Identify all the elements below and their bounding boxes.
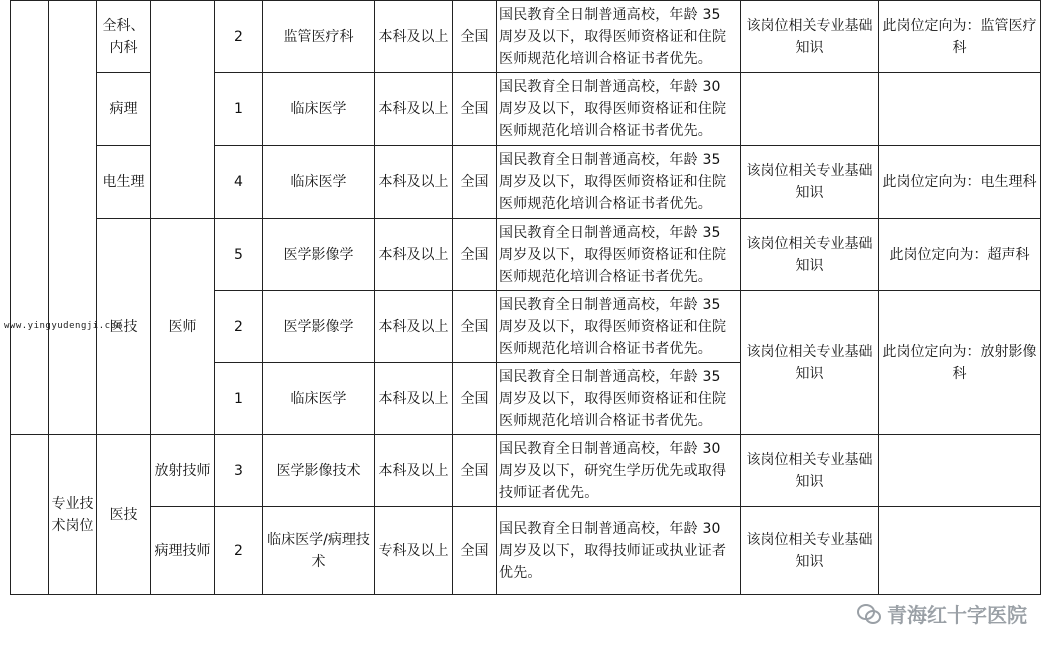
requirement-cell: 国民教育全日制普通高校，年龄 35 周岁及以下，取得医师资格证和住院医师规范化培训合格证书者优先。 [497,291,741,363]
scope-cell: 全国 [453,507,497,595]
table-row [11,507,1041,595]
empty-cell [11,1,49,435]
edu-cell: 本科及以上 [375,219,453,291]
exam-cell: 该岗位相关专业基础知识 [741,435,879,507]
requirement-cell: 国民教育全日制普通高校，年龄 30 周岁及以下，取得医师资格证和住院医师规范化培训合格证书者优先。 [497,73,741,146]
edu-cell: 本科及以上 [375,291,453,363]
major-cell: 监管医疗科 [263,1,375,73]
major-cell: 医学影像学 [263,291,375,363]
scope-cell: 全国 [453,1,497,73]
scope-cell: 全国 [453,363,497,435]
recruitment-table [10,0,1041,595]
count-cell: 4 [215,146,263,219]
major-cell: 医学影像学 [263,219,375,291]
note-cell: 此岗位定向为：监管医疗科 [879,1,1041,73]
major-cell: 临床医学 [263,146,375,219]
scope-cell: 全国 [453,219,497,291]
scope-cell: 全国 [453,146,497,219]
note-cell [879,73,1041,146]
position-cell: 病理技师 [151,507,215,595]
note-cell [879,435,1041,507]
requirement-cell: 国民教育全日制普通高校，年龄 35 周岁及以下，取得医师资格证和住院医师规范化培训合格证书者优先。 [497,363,741,435]
edu-cell: 专科及以上 [375,507,453,595]
note-cell: 此岗位定向为：超声科 [879,219,1041,291]
major-cell: 临床医学/病理技术 [263,507,375,595]
requirement-cell: 国民教育全日制普通高校，年龄 35 周岁及以下，取得医师资格证和住院医师规范化培训合格证书者优先。 [497,219,741,291]
exam-cell [741,73,879,146]
exam-cell: 该岗位相关专业基础知识 [741,1,879,73]
category-cell: 专业技术岗位 [49,435,97,595]
hospital-logo [857,599,1027,628]
table-row [11,219,1041,291]
dept-cell: 医技 [97,219,151,435]
empty-cell [49,1,97,435]
table-row [11,435,1041,507]
major-cell: 医学影像技术 [263,435,375,507]
edu-cell: 本科及以上 [375,435,453,507]
count-cell: 1 [215,363,263,435]
requirement-cell: 国民教育全日制普通高校，年龄 30 周岁及以下，取得技师证或执业证者优先。 [497,507,741,595]
edu-cell: 本科及以上 [375,73,453,146]
position-cell [151,1,215,219]
edu-cell: 本科及以上 [375,1,453,73]
position-cell: 医师 [151,219,215,435]
major-cell: 临床医学 [263,363,375,435]
wechat-icon [857,603,881,625]
edu-cell: 本科及以上 [375,363,453,435]
dept-cell: 医技 [97,435,151,595]
watermark-text: www.yingyudengji.com [4,321,123,331]
requirement-cell: 国民教育全日制普通高校，年龄 35 周岁及以下，取得医师资格证和住院医师规范化培训合格证书者优先。 [497,146,741,219]
count-cell: 1 [215,73,263,146]
note-cell: 此岗位定向为：电生理科 [879,146,1041,219]
exam-cell: 该岗位相关专业基础知识 [741,507,879,595]
count-cell: 3 [215,435,263,507]
edu-cell: 本科及以上 [375,146,453,219]
scope-cell: 全国 [453,435,497,507]
requirement-cell: 国民教育全日制普通高校，年龄 35 周岁及以下，取得医师资格证和住院医师规范化培训合格证书者优先。 [497,1,741,73]
note-cell [879,507,1041,595]
dept-cell: 病理 [97,73,151,146]
position-cell: 放射技师 [151,435,215,507]
dept-cell: 全科、内科 [97,1,151,73]
note-cell: 此岗位定向为：放射影像科 [879,291,1041,435]
count-cell: 5 [215,219,263,291]
count-cell: 2 [215,507,263,595]
table-row [11,1,1041,73]
major-cell: 临床医学 [263,73,375,146]
logo-text: 青海红十字医院 [887,603,1027,627]
empty-cell [11,435,49,595]
count-cell: 2 [215,1,263,73]
count-cell: 2 [215,291,263,363]
scope-cell: 全国 [453,291,497,363]
dept-cell: 电生理 [97,146,151,219]
exam-cell: 该岗位相关专业基础知识 [741,291,879,435]
requirement-cell: 国民教育全日制普通高校，年龄 30 周岁及以下，研究生学历优先或取得技师证者优先。 [497,435,741,507]
exam-cell: 该岗位相关专业基础知识 [741,219,879,291]
scope-cell: 全国 [453,73,497,146]
exam-cell: 该岗位相关专业基础知识 [741,146,879,219]
